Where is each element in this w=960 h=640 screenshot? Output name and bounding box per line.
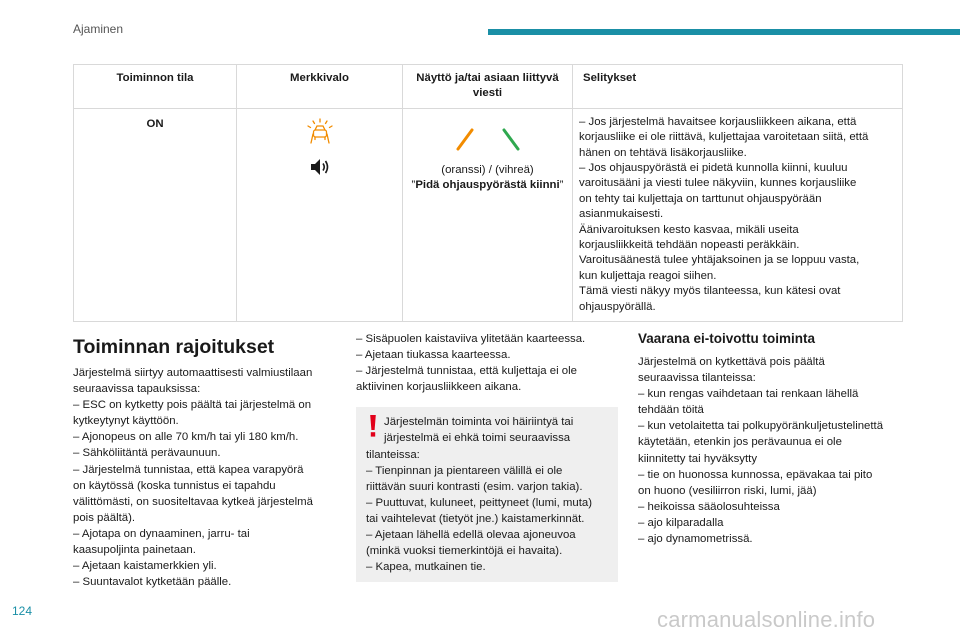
lane-keeping-warning-icon — [305, 117, 335, 147]
exclamation-warning-icon — [369, 415, 377, 437]
state-cell: ON — [74, 108, 237, 321]
explanation-line: – Jos järjestelmä havaitsee korjausliikkeen aikana, että — [579, 115, 857, 128]
explanation-line: varoitusääni ja viesti tulee näkyviin, kunnes korjausliike — [579, 177, 857, 190]
text-line: – Suuntavalot kytketään päälle. — [73, 576, 232, 589]
lane-lines-graphic — [411, 127, 564, 151]
explanation-line: Äänivaroituksen kesto kasvaa, mikäli useita — [579, 223, 799, 236]
header-accent-bar — [488, 29, 960, 35]
col-header-lamp: Merkkivalo — [237, 65, 403, 109]
lamp-cell — [237, 108, 403, 321]
display-color-caption: (oranssi) / (vihreä) — [441, 163, 534, 176]
green-lane-line-icon — [501, 127, 521, 151]
display-message: ”Pidä ohjauspyörästä kiinni” — [411, 179, 564, 192]
text-line: pois päältä). — [73, 511, 136, 524]
watermark: carmanualsonline.info — [657, 607, 876, 632]
warning-line: riittävän suuri kontrasti (esim. varjon takia). — [366, 480, 583, 493]
warning-line: – Kapea, mutkainen tie. — [366, 561, 486, 574]
text-line: – ESC on kytketty pois päältä tai järjestelmä on — [73, 399, 312, 412]
text-line: aktiivinen korjausliikkeen aikana. — [356, 381, 522, 394]
text-line: – ajo kilparadalla — [638, 516, 724, 529]
text-line: – tie on huonossa kunnossa, epävakaa tai pito — [638, 468, 873, 481]
explanation-line: Varoitusäänestä tulee yhtäjaksoinen ja se loppuu vasta, — [579, 254, 860, 267]
warning-line: – Tienpinnan ja pientareen välillä ei ole — [366, 464, 563, 477]
warning-box — [356, 407, 618, 582]
text-line: Järjestelmä siirtyy automaattisesti valmiustilaan — [73, 367, 313, 379]
warning-line: tilanteissa: — [366, 448, 420, 461]
table-header-row — [74, 65, 903, 109]
page-number: 124 — [12, 604, 33, 618]
text-line: – heikoissa sääolosuhteissa — [638, 500, 780, 513]
explanation-cell — [573, 108, 903, 321]
explanation-line: korjausliikkeitä tehdään nopeasti peräkkäin. — [579, 239, 800, 252]
explanation-line: ohjauspyörällä. — [579, 300, 656, 313]
text-line: kiinnitetty tai hyväksytty — [638, 452, 758, 465]
text-line: – kun rengas vaihdetaan tai renkaan lähellä — [638, 388, 859, 401]
display-cell — [403, 108, 573, 321]
unwanted-text — [638, 354, 908, 547]
col-header-display: Näyttö ja/tai asiaan liittyvä viesti — [403, 65, 573, 109]
explanation-line: asianmukaisesti. — [579, 208, 664, 221]
text-line: tehdään töitä — [638, 404, 704, 417]
text-line: on huono (vesiliirron riski, lumi, jää) — [638, 484, 817, 497]
explanation-line: korjausliike ei ole riittävä, kuljettajaa varoitetaan siitä, että — [579, 131, 869, 144]
warning-line: (minkä vuoksi tiemerkintöjä ei havaita). — [366, 545, 563, 558]
text-line: – ajo dynamometrissä. — [638, 533, 753, 546]
text-line: – Ajetaan kaistamerkkien yli. — [73, 560, 217, 573]
limits-heading: Toiminnan rajoitukset — [73, 336, 275, 358]
unwanted-section — [638, 331, 908, 547]
text-line: – Ajetaan tiukassa kaarteessa. — [356, 349, 511, 362]
table-row — [74, 108, 903, 321]
text-line: kaasupoljinta painetaan. — [73, 544, 196, 557]
text-line: – Sähköliitäntä perävaunuun. — [73, 447, 221, 460]
text-line: – Sisäpuolen kaistaviiva ylitetään kaarteessa. — [356, 333, 586, 345]
text-line: seuraavissa tilanteissa: — [638, 372, 756, 385]
warning-line: – Puuttuvat, kuluneet, peittyneet (lumi, muta) — [366, 496, 593, 509]
text-line: on käytössä (koska tunnistus ei tapahdu — [73, 479, 276, 492]
function-state-table — [73, 64, 903, 322]
limits-text — [73, 365, 343, 590]
explanation-line: on tehty tai kuljettaja on tarttunut ohjauspyörään — [579, 192, 822, 205]
text-line: – Järjestelmä tunnistaa, että kuljettaja ei ole — [356, 365, 577, 378]
text-line: Järjestelmä on kytkettävä pois päältä — [638, 356, 825, 368]
limits-continued-text — [356, 331, 618, 395]
text-line: – Ajotapa on dynaaminen, jarru- tai — [73, 527, 250, 540]
orange-lane-line-icon — [455, 127, 475, 151]
unwanted-heading: Vaarana ei-toivottu toiminta — [638, 331, 816, 346]
section-title: Ajaminen — [73, 22, 124, 36]
warning-line: Järjestelmän toiminta voi häiriintyä tai — [384, 416, 574, 429]
text-line: käytetään, etenkin jos perävaunua ei ole — [638, 436, 842, 449]
warning-line: – Ajetaan lähellä edellä olevaa ajoneuvoa — [366, 529, 576, 542]
text-line: välittömästi, on suositeltavaa kytkeä järjestelmä — [73, 495, 313, 508]
explanation-line: – Jos ohjauspyörästä ei pidetä kunnolla kiinni, kuuluu — [579, 162, 848, 175]
text-line: – Ajonopeus on alle 70 km/h tai yli 180 km/h. — [73, 431, 299, 444]
text-line: seuraavissa tapauksissa: — [73, 383, 201, 396]
explanation-line: kun kuljettaja reagoi siihen. — [579, 269, 717, 282]
explanation-line: hänen on tehtävä lisäkorjausliike. — [579, 146, 747, 159]
limits-section — [73, 336, 343, 590]
text-line: – Järjestelmä tunnistaa, että kapea varapyörä — [73, 463, 304, 476]
explanation-line: Tämä viesti näkyy myös tilanteessa, kun kätesi ovat — [579, 285, 841, 298]
text-line: kytkeytynyt käyttöön. — [73, 415, 179, 428]
warning-line: järjestelmä ei ehkä toimi seuraavissa — [384, 432, 571, 445]
warning-line: tai vaihtelevat (tietyöt jne.) kaistamerkinnät. — [366, 512, 585, 525]
col-header-state: Toiminnon tila — [74, 65, 237, 109]
text-line: – kun vetolaitetta tai polkupyöränkuljetustelinettä — [638, 420, 884, 433]
col-header-explanation: Selitykset — [573, 65, 903, 109]
limits-continued — [356, 331, 618, 582]
audible-warning-speaker-icon — [307, 156, 333, 178]
